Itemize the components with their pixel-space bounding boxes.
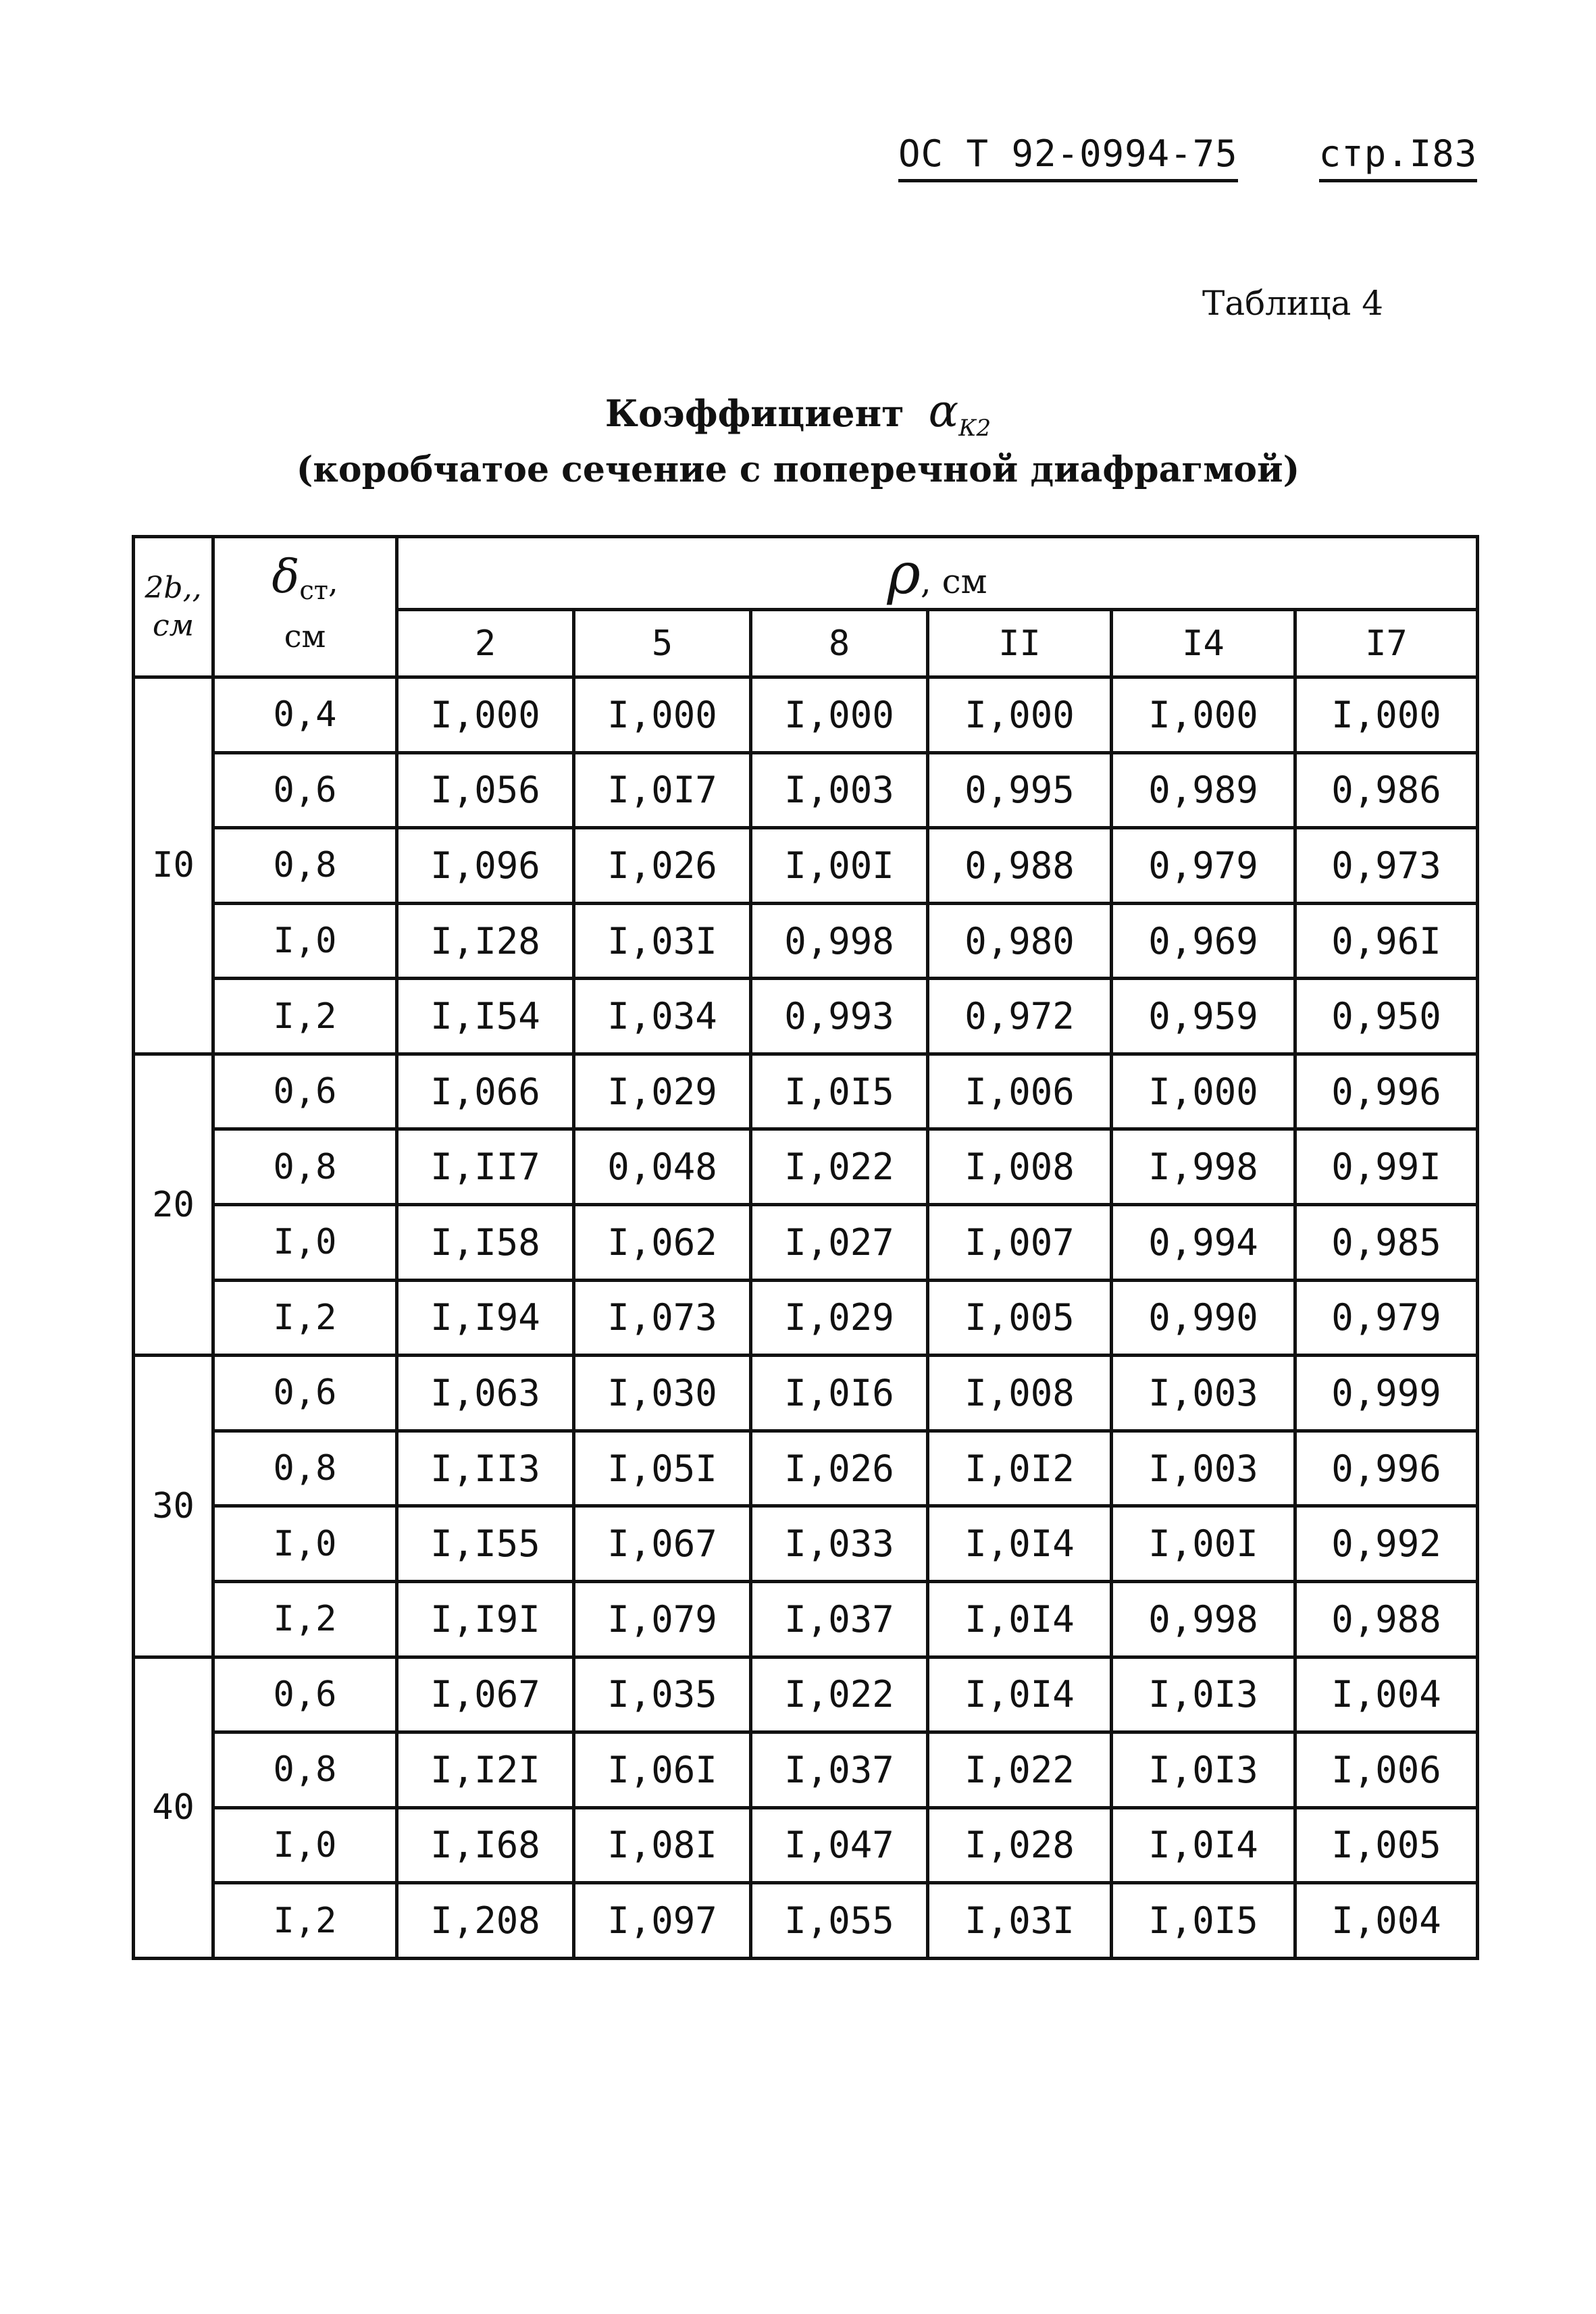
table-label: Таблица 4	[1202, 284, 1384, 323]
value-cell: I,022	[751, 1129, 928, 1205]
value-cell: I,0I4	[928, 1506, 1112, 1582]
value-cell: I,I2I	[397, 1732, 574, 1808]
delta-cell: I,2	[213, 979, 397, 1054]
value-cell: I,062	[574, 1205, 751, 1281]
value-cell: I,000	[1295, 677, 1478, 753]
value-cell: 0,969	[1112, 903, 1295, 979]
table-row	[134, 1054, 1478, 1129]
page-label: стр.	[1318, 132, 1410, 175]
value-cell: I,I54	[397, 979, 574, 1054]
value-cell: I,037	[751, 1581, 928, 1657]
value-cell: I,066	[397, 1054, 574, 1129]
value-cell: I,I9I	[397, 1581, 574, 1657]
value-cell: I,063	[397, 1356, 574, 1431]
value-cell: I,034	[574, 979, 751, 1054]
delta-cell: I,0	[213, 1807, 397, 1883]
value-cell: I,007	[928, 1205, 1112, 1281]
value-cell: I,073	[574, 1280, 751, 1356]
value-cell: 0,992	[1295, 1506, 1478, 1582]
value-cell: I,II7	[397, 1129, 574, 1205]
table-row	[134, 1280, 1478, 1356]
value-cell: I,03I	[574, 903, 751, 979]
table-row	[134, 1129, 1478, 1205]
delta-symbol: δ	[272, 550, 300, 605]
b-symbol: 2b,,	[145, 570, 202, 605]
value-cell: 0,990	[1112, 1280, 1295, 1356]
value-cell: 0,985	[1295, 1205, 1478, 1281]
value-cell: I,998	[1112, 1129, 1295, 1205]
value-cell: I,I58	[397, 1205, 574, 1281]
value-cell: I,067	[574, 1506, 751, 1582]
b-unit: см	[152, 608, 195, 643]
rho-value: II	[928, 610, 1112, 677]
col-header-delta: $\delta_{ст}$, см	[213, 537, 397, 677]
value-cell: I,0I4	[928, 1581, 1112, 1657]
rho-value: 8	[751, 610, 928, 677]
value-cell: I,055	[751, 1883, 928, 1959]
value-cell: I,0I4	[1112, 1807, 1295, 1883]
value-cell: I,097	[574, 1883, 751, 1959]
value-cell: I,06I	[574, 1732, 751, 1808]
table-row	[134, 752, 1478, 828]
value-cell: I,0I3	[1112, 1657, 1295, 1732]
value-cell: I,033	[751, 1506, 928, 1582]
value-cell: I,030	[574, 1356, 751, 1431]
value-cell: I,05I	[574, 1431, 751, 1506]
value-cell: 0,993	[751, 979, 928, 1054]
value-cell: I,000	[1112, 1054, 1295, 1129]
value-cell: I,035	[574, 1657, 751, 1732]
delta-cell: 0,8	[213, 1732, 397, 1808]
value-cell: I,00I	[1112, 1506, 1295, 1582]
delta-cell: I,2	[213, 1883, 397, 1959]
value-cell: 0,980	[928, 903, 1112, 979]
rho-value: I7	[1295, 610, 1478, 677]
delta-cell: 0,8	[213, 828, 397, 904]
rho-value: I4	[1112, 610, 1295, 677]
value-cell: I,005	[1295, 1807, 1478, 1883]
value-cell: I,208	[397, 1883, 574, 1959]
value-cell: 0,950	[1295, 979, 1478, 1054]
table-row	[134, 903, 1478, 979]
value-cell: I,0I2	[928, 1431, 1112, 1506]
value-cell: 0,959	[1112, 979, 1295, 1054]
table-row	[134, 1657, 1478, 1732]
value-cell: 0,96I	[1295, 903, 1478, 979]
value-cell: 0,996	[1295, 1431, 1478, 1506]
value-cell: I,00I	[751, 828, 928, 904]
rho-header	[397, 537, 1478, 610]
value-cell: I,004	[1295, 1883, 1478, 1959]
alpha-subscript: К2	[958, 415, 992, 442]
delta-cell: 0,8	[213, 1431, 397, 1506]
value-cell: I,003	[1112, 1356, 1295, 1431]
delta-cell: 0,6	[213, 1054, 397, 1129]
table-row	[134, 979, 1478, 1054]
value-cell: I,096	[397, 828, 574, 904]
table-row	[134, 1581, 1478, 1657]
value-cell: 0,996	[1295, 1054, 1478, 1129]
table-row	[134, 677, 1478, 753]
value-cell: I,0I6	[751, 1356, 928, 1431]
table-body	[134, 677, 1478, 1959]
value-cell: I,II3	[397, 1431, 574, 1506]
delta-cell: 0,4	[213, 677, 397, 753]
value-cell: I,037	[751, 1732, 928, 1808]
value-cell: I,03I	[928, 1883, 1112, 1959]
delta-cell: 0,6	[213, 1657, 397, 1732]
value-cell: I,028	[928, 1807, 1112, 1883]
group-b-cell: 20	[134, 1054, 213, 1355]
table-row	[134, 1732, 1478, 1808]
value-cell: I,006	[1295, 1732, 1478, 1808]
value-cell: I,008	[928, 1356, 1112, 1431]
value-cell: 0,048	[574, 1129, 751, 1205]
value-cell: I,0I5	[1112, 1883, 1295, 1959]
table-row	[134, 828, 1478, 904]
document-header	[898, 132, 1477, 175]
value-cell: 0,994	[1112, 1205, 1295, 1281]
value-cell: I,006	[928, 1054, 1112, 1129]
value-cell: I,08I	[574, 1807, 751, 1883]
value-cell: I,000	[1112, 677, 1295, 753]
value-cell: I,000	[928, 677, 1112, 753]
value-cell: I,005	[928, 1280, 1112, 1356]
table-subtitle: (коробчатое сечение с поперечной диафрагмой)	[296, 449, 1300, 490]
alpha-symbol: $\alpha_{К2}$	[928, 385, 992, 442]
delta-cell: 0,8	[213, 1129, 397, 1205]
value-cell: 0,998	[1112, 1581, 1295, 1657]
rho-unit: , см	[920, 561, 987, 601]
value-cell: I,0I3	[1112, 1732, 1295, 1808]
table-row	[134, 1506, 1478, 1582]
rho-value: 5	[574, 610, 751, 677]
table-row	[134, 1883, 1478, 1959]
value-cell: 0,988	[1295, 1581, 1478, 1657]
value-cell: I,004	[1295, 1657, 1478, 1732]
value-cell: I,008	[928, 1129, 1112, 1205]
value-cell: 0,988	[928, 828, 1112, 904]
value-cell: I,029	[574, 1054, 751, 1129]
value-cell: I,0I7	[574, 752, 751, 828]
group-b-cell: 40	[134, 1657, 213, 1958]
value-cell: I,029	[751, 1280, 928, 1356]
delta-cell: 0,6	[213, 1356, 397, 1431]
table-row	[134, 1807, 1478, 1883]
value-cell: I,079	[574, 1581, 751, 1657]
value-cell: I,026	[574, 828, 751, 904]
value-cell: I,I68	[397, 1807, 574, 1883]
value-cell: I,047	[751, 1807, 928, 1883]
value-cell: I,I55	[397, 1506, 574, 1582]
value-cell: I,027	[751, 1205, 928, 1281]
value-cell: I,026	[751, 1431, 928, 1506]
value-cell: I,000	[574, 677, 751, 753]
rho-value: 2	[397, 610, 574, 677]
value-cell: I,003	[751, 752, 928, 828]
delta-cell: I,0	[213, 903, 397, 979]
table-row	[134, 1431, 1478, 1506]
value-cell: 0,989	[1112, 752, 1295, 828]
value-cell: 0,998	[751, 903, 928, 979]
value-cell: 0,972	[928, 979, 1112, 1054]
value-cell: 0,99I	[1295, 1129, 1478, 1205]
value-cell: I,067	[397, 1657, 574, 1732]
col-header-b	[134, 537, 213, 677]
value-cell: 0,979	[1112, 828, 1295, 904]
value-cell: I,022	[928, 1732, 1112, 1808]
group-b-cell: 30	[134, 1356, 213, 1657]
value-cell: I,I94	[397, 1280, 574, 1356]
value-cell: I,I28	[397, 903, 574, 979]
value-cell: 0,986	[1295, 752, 1478, 828]
title-line1: Коэффициент	[604, 392, 904, 435]
value-cell: I,000	[397, 677, 574, 753]
delta-cell: I,2	[213, 1280, 397, 1356]
delta-cell: I,2	[213, 1581, 397, 1657]
delta-cell: I,0	[213, 1205, 397, 1281]
delta-cell: I,0	[213, 1506, 397, 1582]
delta-unit: см	[284, 617, 326, 654]
value-cell: I,022	[751, 1657, 928, 1732]
page-number: I83	[1409, 132, 1478, 175]
rho-symbol: ρ	[887, 540, 921, 607]
value-cell: 0,979	[1295, 1280, 1478, 1356]
value-cell: I,0I4	[928, 1657, 1112, 1732]
doc-code: ОС Т 92-0994-75	[898, 132, 1238, 182]
table-row	[134, 1356, 1478, 1431]
delta-subscript: ст	[299, 575, 328, 607]
value-cell: 0,973	[1295, 828, 1478, 904]
value-cell: I,003	[1112, 1431, 1295, 1506]
delta-cell: 0,6	[213, 752, 397, 828]
value-cell: 0,995	[928, 752, 1112, 828]
table-row	[134, 1205, 1478, 1281]
value-cell: I,000	[751, 677, 928, 753]
coefficient-table	[132, 535, 1479, 1960]
value-cell: I,0I5	[751, 1054, 928, 1129]
value-cell: 0,999	[1295, 1356, 1478, 1431]
value-cell: I,056	[397, 752, 574, 828]
group-b-cell: I0	[134, 677, 213, 1054]
table-title	[0, 385, 1596, 442]
